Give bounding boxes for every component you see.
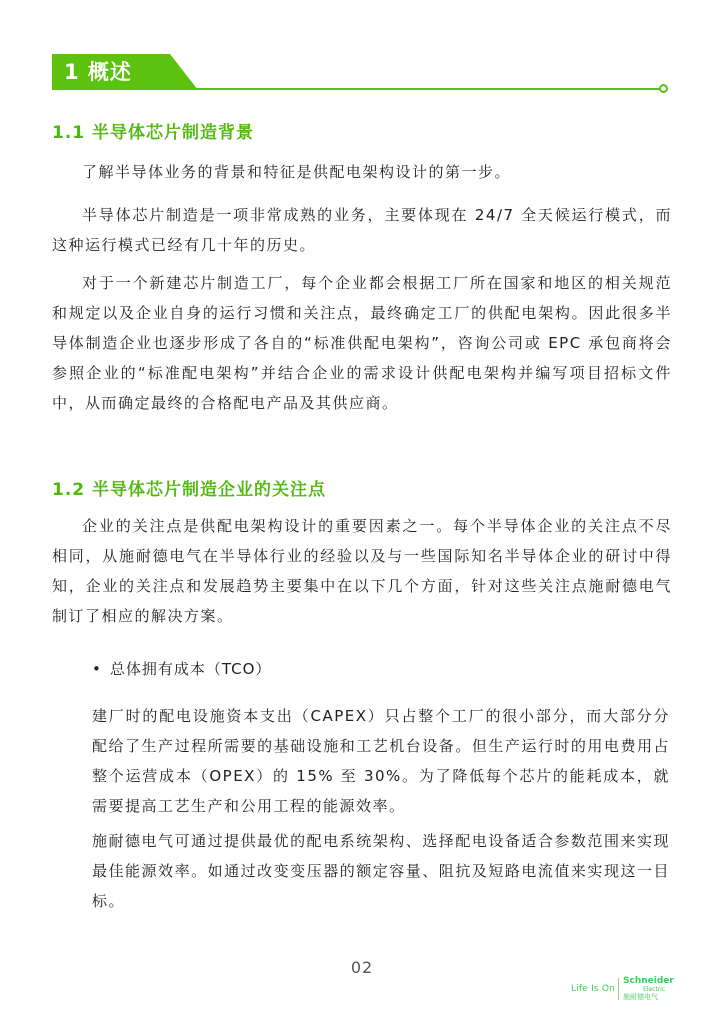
paragraph-intro: 了解半导体业务的背景和特征是供配电架构设计的第一步。 <box>82 163 512 181</box>
brand-sub: Electric <box>643 986 666 993</box>
brand-divider <box>618 978 619 1000</box>
brand-tagline: Life Is On <box>571 984 616 994</box>
section-heading-1-2: 1.2 半导体芯片制造企业的关注点 <box>52 480 327 500</box>
bullet-item-tco <box>92 656 271 682</box>
paragraph-capex-opex: 建厂时的配电设施资本支出（CAPEX）只占整个工厂的很小部分，而大部分分配给了生产过程所需要的基础设施和工艺机台设备。但生产运行时的用电费用占整个运营成本（OPEX）的 15% 至 30%。为了降低每个芯片的能耗成本，就需要提高工艺生产和公用工程的能源效率。 <box>92 707 670 815</box>
bullet-dot-icon: • <box>92 660 102 678</box>
bullet-label: 总体拥有成本（TCO） <box>109 660 272 678</box>
rule-end-circle-icon <box>659 84 668 93</box>
brand-name: Schneider <box>623 976 674 986</box>
paragraph-concerns: 企业的关注点是供配电架构设计的重要因素之一。每个半导体企业的关注点不尽相同，从施耐德电气在半导体行业的经验以及与一些国际知名半导体企业的研讨中得知，企业的关注点和发展趋势主要集中在以下几个方面，针对这些关注点施耐德电气制订了相应的解决方案。 <box>52 517 672 625</box>
paragraph-energy-efficiency: 施耐德电气可通过提供最优的配电系统架构、选择配电设备适合参数范围来实现最佳能源效率。如通过改变变压器的额定容量、阻抗及短路电流值来实现这一目标。 <box>92 832 670 910</box>
brand-cn: 施耐德电气 <box>623 993 658 1001</box>
schneider-logo <box>623 976 683 1002</box>
paragraph-operation-mode: 半导体芯片制造是一项非常成熟的业务，主要体现在 24/7 全天候运行模式，而这种运行模式已经有几十年的历史。 <box>52 206 672 254</box>
chapter-rule <box>52 88 660 90</box>
chapter-title: 1 概述 <box>64 60 132 84</box>
paragraph-standard-architecture: 对于一个新建芯片制造工厂，每个企业都会根据工厂所在国家和地区的相关规范和规定以及企业自身的运行习惯和关注点，最终确定工厂的供配电架构。因此很多半导体制造企业也逐步形成了各自的“标准供配电架构”，咨询公司或 EPC 承包商将会参照企业的“标准配电架构”并结合企业的需求设计供配电架构并编写项目招标文件中，从而确定最终的合格配电产品及其供应商。 <box>52 274 672 412</box>
page-number: 02 <box>350 958 374 977</box>
section-heading-1-1: 1.1 半导体芯片制造背景 <box>52 123 255 143</box>
